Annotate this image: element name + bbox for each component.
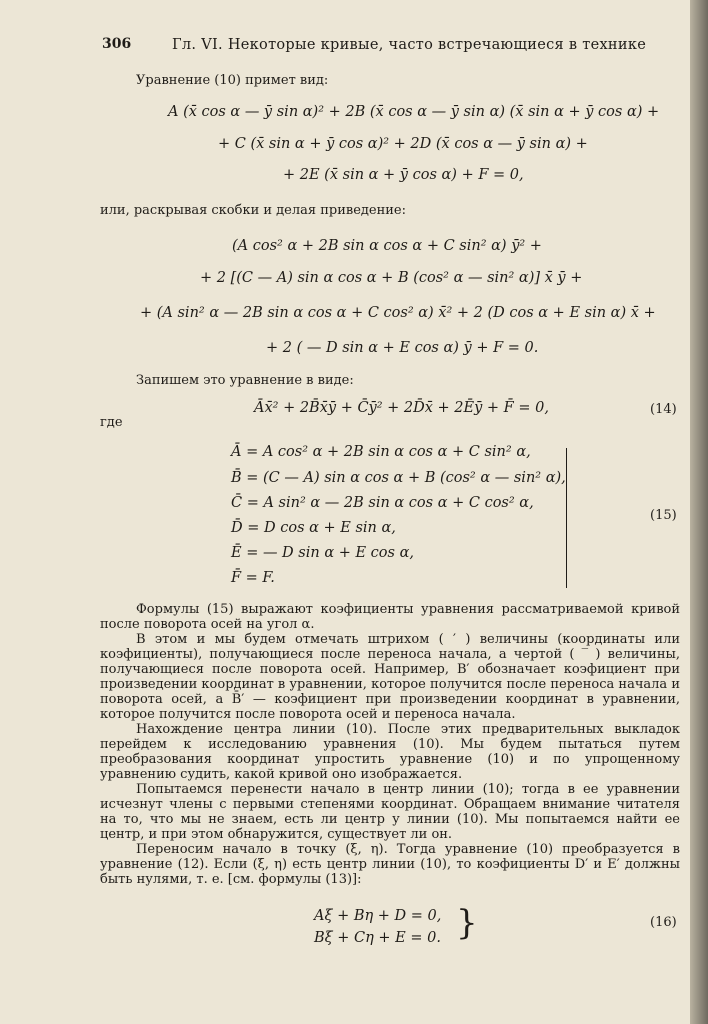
paragraph-5: Переносим начало в точку (ξ, η). Тогда уравнение (10) преобразуется в уравнение (12). Если (ξ, η) есть центр линии (10), то коэфициенты D′ и E′ должны быть нулями, т. е. [см. формулы (13)]: <box>100 842 680 887</box>
eq-expanded-line-4: + 2 ( — D sin α + E cos α) ȳ + F = 0. <box>266 340 539 356</box>
eq16-line-1: Aξ + Bη + D = 0, <box>314 908 442 924</box>
eq15-line-c: C̄ = A sin² α — 2B sin α cos α + C cos² α, <box>231 495 534 511</box>
equation-16-number: (16) <box>650 915 677 930</box>
paragraph-3: Нахождение центра линии (10). После этих предварительных выкладок перейдем к исследованию уравнения (10). Мы будем пытаться путем преобразования координат упростить уравнение (10) и по упрощенному уравнению судить, какой кривой оно изображается. <box>100 722 680 782</box>
form-intro-text: Запишем это уравнение в виде: <box>136 373 354 388</box>
eq15-line-a: Ā = A cos² α + 2B sin α cos α + C sin² α, <box>231 444 531 460</box>
where-word: где <box>100 415 123 430</box>
eq16-brace: } <box>456 903 478 943</box>
eq16-line-2: Bξ + Cη + E = 0. <box>314 930 441 946</box>
equation-14-number: (14) <box>650 402 677 417</box>
expand-intro-text: или, раскрывая скобки и делая приведение: <box>100 203 406 218</box>
page-number: 306 <box>102 36 132 52</box>
book-spine-edge <box>690 0 708 1024</box>
eq15-line-d: D̄ = D cos α + E sin α, <box>231 520 396 536</box>
eq-expanded-line-1: (A cos² α + 2B sin α cos α + C sin² α) ȳ² + <box>232 238 542 254</box>
eq-rotation-line-3: + 2E (x̄ sin α + ȳ cos α) + F = 0, <box>283 167 524 183</box>
eq15-line-b: B̄ = (C — A) sin α cos α + B (cos² α — sin² α), <box>231 470 566 486</box>
eq15-brace <box>560 448 567 588</box>
equation-14: Āx̄² + 2B̄x̄ȳ + C̄ȳ² + 2D̄x̄ + 2Ēȳ + F̄ = 0, <box>254 400 549 416</box>
intro-text: Уравнение (10) примет вид: <box>136 73 329 88</box>
paragraph-4: Попытаемся перенести начало в центр линии (10); тогда в ее уравнении исчезнут члены с первыми степенями координат. Обращаем внимание читателя на то, что мы не знаем, есть ли центр у линии (10). Мы попытаемся найти ее центр, и при этом обнаружится, существует ли он. <box>100 782 680 842</box>
eq-rotation-line-2: + C (x̄ sin α + ȳ cos α)² + 2D (x̄ cos α — ȳ sin α) + <box>218 136 588 152</box>
eq15-line-f: F̄ = F. <box>231 570 275 586</box>
eq-expanded-line-2: + 2 [(C — A) sin α cos α + B (cos² α — sin² α)] x̄ ȳ + <box>200 270 583 286</box>
eq-expanded-line-3: + (A sin² α — 2B sin α cos α + C cos² α) x̄² + 2 (D cos α + E sin α) x̄ + <box>140 305 656 321</box>
paragraph-1: Формулы (15) выражают коэфициенты уравнения рассматриваемой кривой после поворота осей на угол α. <box>100 602 680 632</box>
eq15-line-e: Ē = — D sin α + E cos α, <box>231 545 414 561</box>
eq-rotation-line-1: A (x̄ cos α — ȳ sin α)² + 2B (x̄ cos α — ȳ sin α) (x̄ sin α + ȳ cos α) + <box>168 104 660 120</box>
running-title: Гл. VI. Некоторые кривые, часто встречающиеся в технике <box>172 37 647 53</box>
paragraph-2: В этом и мы будем отмечать штрихом ( ′ ) величины (координаты или коэфициенты), получающиеся после переноса начала, а чертой ( ‾ ) величины, получающиеся после поворота осей. Например, B′ обозначает коэфициент при произведении координат в уравнении, которое получится после переноса начала и поворота осей, а B̄′ — коэфициент при произведении координат в уравнении, которое получится после поворота осей и переноса начала. <box>100 632 680 722</box>
equation-15-number: (15) <box>650 508 677 523</box>
